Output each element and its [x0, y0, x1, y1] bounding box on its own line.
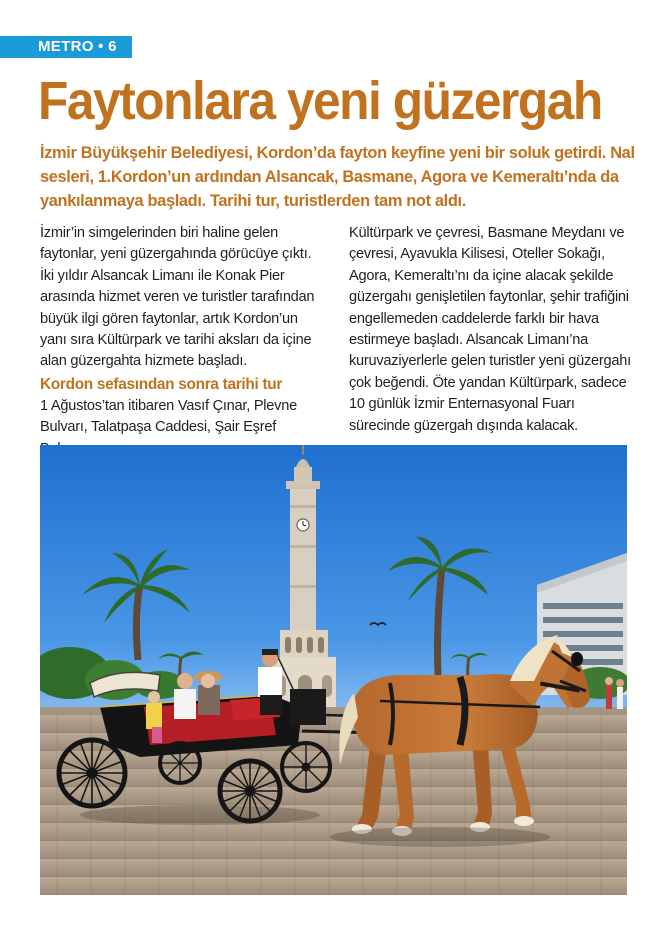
article-lead: İzmir Büyükşehir Belediyesi, Kordon’da fayton keyfine yeni bir soluk getirdi. Nal sesleri, 1.Kordon’un ardından Alsancak, Basmane, Agora ve Kemeraltı’nda da yankılanmaya başladı. Tarihi tur, turistlerden tam not aldı. [40, 144, 635, 210]
article-photo [40, 445, 627, 895]
article-paragraph: İzmir’in simgelerinden biri haline gelen faytonlar, yeni güzergahında görücüye çıktı. İki yıldır Alsancak Limanı ile Konak Pier arasında hizmet veren ve turistler tarafından büyük ilgi gören faytonlar, artık Kordon’un yanı sıra Kültürpark ve tarihi aksları da içine alan güzergahta hizmete başladı. [40, 225, 315, 370]
article-paragraph: Kültürpark ve çevresi, Basmane Meydanı ve çevresi, Ayavukla Kilisesi, Oteller Sokağı, Agora, Kemeraltı’nı da içine alacak şekilde güzergahı genişletilen faytonlar, şehir trafiğini engellemeden caddelerde farklı bir hava estirmeye başladı. Alsancak Limanı’na kuruvaziyerlerle gelen turistler yeni güzergahı çok beğendi. Öte yandan Kültürpark, sadece 10 günlük İzmir Enternasyonal Fuarı sürecinde güzergah dışında kalacak. [349, 225, 631, 434]
article-column-left [40, 223, 322, 460]
article-paragraph: 1 Ağustos’tan itibaren Vasıf Çınar, Plevne Bulvarı, Talatpaşa Caddesi, Şair Eşref [40, 397, 297, 436]
section-tag: METRO • 6 [0, 36, 132, 58]
article-subheading: Kordon sefasından sonra tarihi tur [40, 375, 283, 393]
phaeton-clock-tower-illustration [40, 445, 627, 895]
article-title: Faytonlara yeni güzergah [38, 71, 602, 131]
article-column-right [349, 223, 639, 437]
